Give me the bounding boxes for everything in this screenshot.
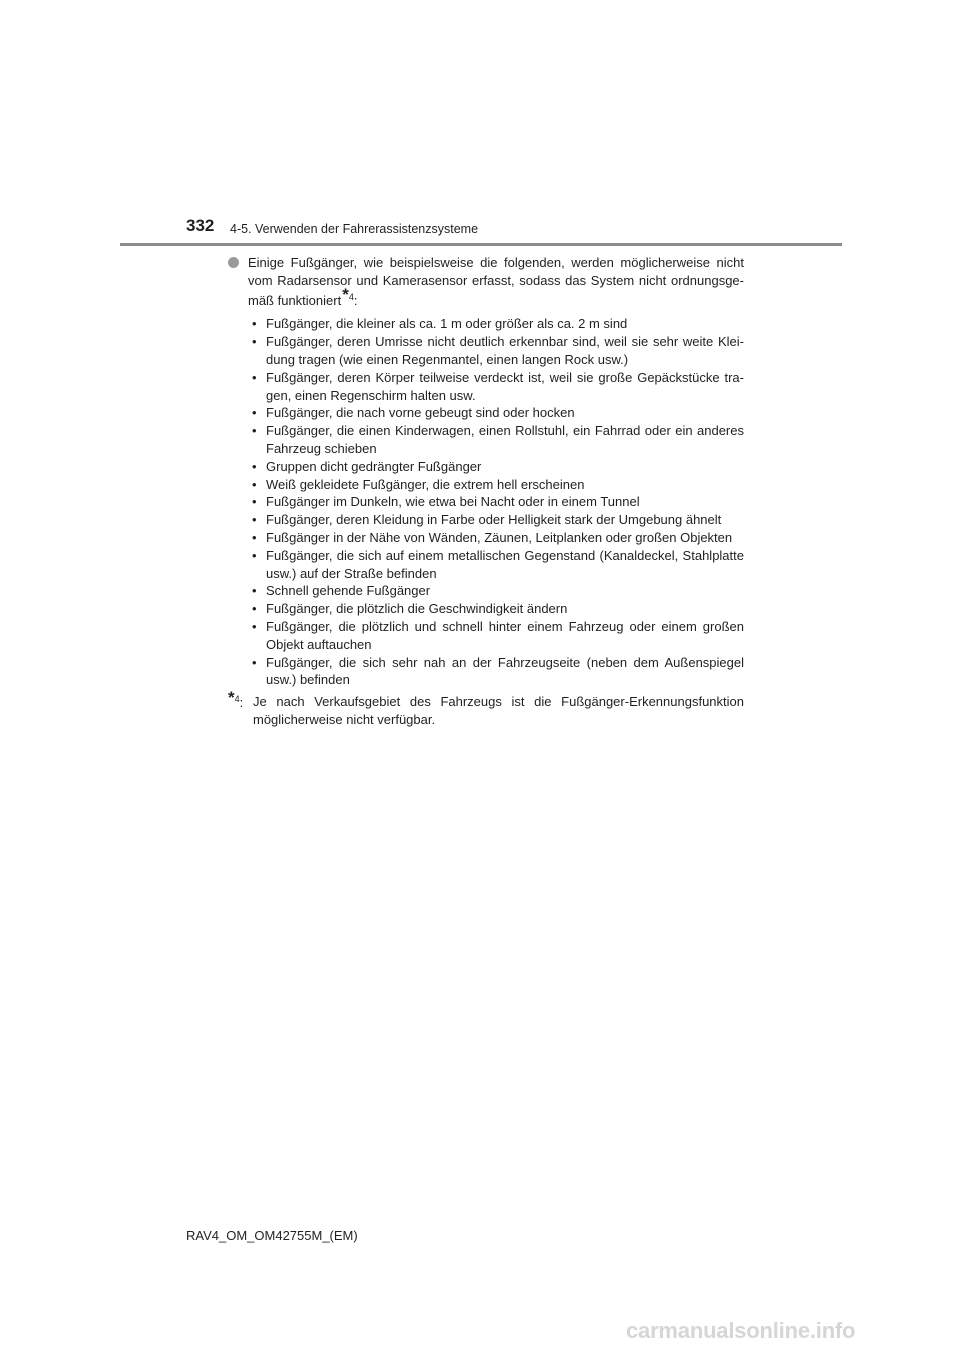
list-item [252, 369, 744, 405]
list-item-text: Schnell gehende Fußgänger [266, 583, 431, 599]
list-item-text: Fußgänger, die sich sehr nah an der Fahrzeugseite (neben dem Außenspiegel usw.) befinden [266, 654, 744, 688]
watermark-logo: carmanualsonline.info [626, 1318, 856, 1343]
bullet-dot-icon: • [252, 316, 257, 332]
list-item [252, 493, 744, 511]
list-item [252, 476, 744, 494]
list-item [252, 618, 744, 654]
footnote-text: Je nach Verkaufsgebiet des Fahrzeugs ist die Fußgänger-Erkennungsfunktion möglicherweise nicht verfügbar. [253, 694, 744, 727]
bullet-dot-icon: • [252, 334, 257, 350]
document-code: RAV4_OM_OM42755M_(EM) [186, 1228, 358, 1243]
page-number: 332 [186, 216, 215, 235]
list-item-text: Fußgänger, deren Körper teilweise verdeckt ist, weil sie große Gepäckstücke tragen, einen Regenschirm halten usw. [266, 369, 744, 403]
list-item [252, 547, 744, 583]
list-item-text: Fußgänger, die nach vorne gebeugt sind oder hocken [266, 405, 575, 421]
lead-bullet-icon [228, 257, 239, 268]
page-content [228, 254, 744, 729]
list-item [252, 600, 744, 618]
lead-colon: : [353, 292, 358, 308]
list-item [252, 315, 744, 333]
list-item-text: Weiß gekleidete Fußgänger, die extrem hell erscheinen [266, 476, 585, 492]
list-item [252, 582, 744, 600]
list-item-text: Fußgänger im Dunkeln, wie etwa bei Nacht oder in einem Tunnel [266, 494, 640, 510]
list-item-text: Fußgänger, deren Kleidung in Farbe oder Helligkeit stark der Umgebung ähnelt [266, 512, 722, 528]
list-item-text: Fußgänger in der Nähe von Wänden, Zäunen, Leitplanken oder großen Objekten [266, 529, 733, 545]
header-rule [120, 243, 842, 246]
list-item-text: Fußgänger, die kleiner als ca. 1 m oder größer als ca. 2 m sind [266, 316, 628, 332]
bullet-dot-icon: • [252, 601, 257, 617]
list-item-text: Fußgänger, die einen Kinderwagen, einen Rollstuhl, ein Fahrrad oder ein anderes Fahrzeug schieben [266, 423, 744, 456]
bullet-dot-icon: • [252, 547, 257, 563]
lead-paragraph [228, 254, 744, 309]
pedestrian-list [228, 315, 744, 689]
list-item [252, 529, 744, 547]
footnote-star: * [228, 688, 235, 708]
list-item [252, 511, 744, 529]
footnote [228, 688, 744, 729]
bullet-dot-icon: • [252, 423, 257, 439]
bullet-dot-icon: • [252, 494, 257, 510]
footnote-ref-number: 4 [348, 291, 354, 302]
footnote-colon: : [239, 695, 244, 711]
list-item-text: Fußgänger, die plötzlich und schnell hinter einem Fahrzeug oder einem großen Objekt auftauchen [266, 618, 744, 652]
bullet-dot-icon: • [252, 512, 257, 528]
list-item-text: Fußgänger, die sich auf einem metallischen Gegenstand (Kanaldeckel, Stahlplatte usw.) auf der Straße befinden [266, 547, 744, 581]
lead-text-wrap [248, 254, 744, 309]
bullet-dot-icon: • [252, 405, 257, 421]
list-item [252, 404, 744, 422]
lead-text: Einige Fußgänger, wie beispielsweise die folgenden, werden möglicherweise nicht vom Radarsensor und Kamerasensor erfasst, sodass das System nicht ordnungsgemäß funktioniert [248, 255, 744, 308]
list-item [252, 458, 744, 476]
bullet-dot-icon: • [252, 458, 257, 474]
bullet-dot-icon: • [252, 618, 257, 634]
list-item [252, 422, 744, 458]
section-title: 4-5. Verwenden der Fahrerassistenzsysteme [230, 222, 479, 236]
bullet-dot-icon: • [252, 583, 257, 599]
footnote-ref-star: * [342, 284, 349, 304]
footnote-number: 4 [234, 694, 240, 705]
bullet-dot-icon: • [252, 369, 257, 385]
list-item-text: Fußgänger, deren Umrisse nicht deutlich erkennbar sind, weil sie sehr weite Kleidung tragen (wie einen Regenmantel, einen langen Rock usw.) [266, 334, 744, 367]
bullet-dot-icon: • [252, 476, 257, 492]
bullet-dot-icon: • [252, 654, 257, 670]
list-item [252, 654, 744, 690]
bullet-dot-icon: • [252, 529, 257, 545]
footnote-mark [228, 688, 244, 712]
list-item [252, 333, 744, 369]
list-item-text: Fußgänger, die plötzlich die Geschwindigkeit ändern [266, 601, 568, 617]
list-item-text: Gruppen dicht gedrängter Fußgänger [266, 458, 482, 474]
